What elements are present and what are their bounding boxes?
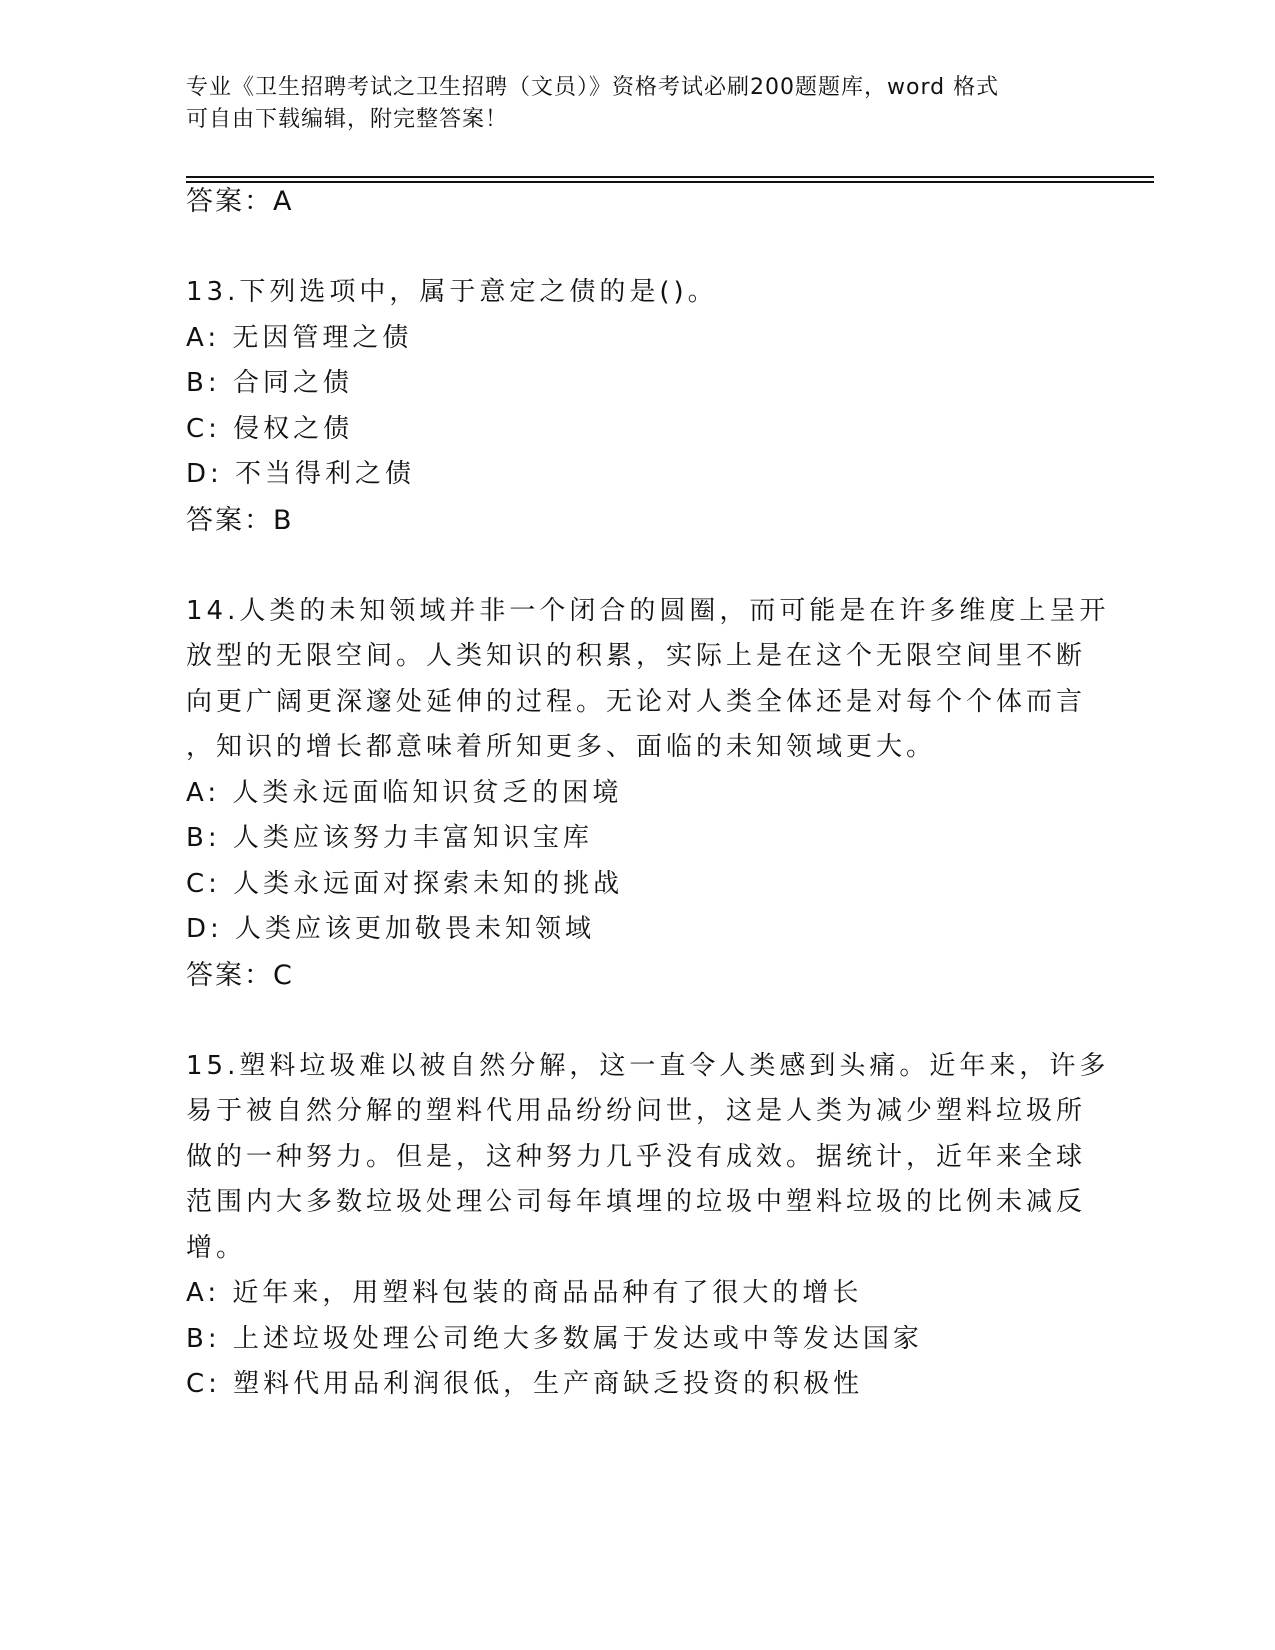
- question-list: [186, 179, 1110, 1408]
- question-block: [186, 589, 1110, 999]
- document-header: 专业《卫生招聘考试之卫生招聘（文员）》资格考试必刷200题题库，word 格式 可自由下载编辑，附完整答案！: [186, 75, 1000, 132]
- answer-label: 答案：: [186, 504, 273, 536]
- spacer: [186, 225, 1086, 271]
- answer-line: [186, 953, 1086, 999]
- option-b: B: 人类应该努力丰富知识宝库: [186, 823, 593, 853]
- question-text: 范围内大多数垃圾处理公司每年填埋的垃圾中塑料垃圾的比例未减反: [186, 1187, 1087, 1217]
- question-text: 做的一种努力。但是，这种努力几乎没有成效。据统计，近年来全球: [186, 1141, 1087, 1172]
- answer-value: A: [273, 186, 293, 217]
- question-text: 14.人类的未知领域并非一个闭合的圆圈，而可能是在许多维度上呈开: [186, 595, 1110, 626]
- answer-label: 答案：: [186, 186, 273, 217]
- question-text: 增。: [186, 1232, 247, 1263]
- question-text: 向更广阔更深邃处延伸的过程。无论对人类全体还是对每个个体而言: [186, 686, 1087, 717]
- answer-label: 答案：: [186, 959, 273, 991]
- question-text: 15.塑料垃圾难以被自然分解，这一直令人类感到头痛。近年来，许多: [186, 1050, 1110, 1081]
- option-d: D: 不当得利之债: [186, 459, 416, 489]
- answer-value: B: [273, 504, 293, 536]
- option-a: A: 近年来，用塑料包装的商品品种有了很大的增长: [186, 1278, 863, 1308]
- option-b: B: 上述垃圾处理公司绝大多数属于发达或中等发达国家: [186, 1323, 923, 1354]
- question-block: [186, 270, 1086, 543]
- option-c: C: 侵权之债: [186, 413, 354, 444]
- header-rule-top: [186, 176, 1154, 178]
- spacer: [186, 998, 1086, 1044]
- option-c: C: 人类永远面对探索未知的挑战: [186, 868, 624, 899]
- question-text: 13.下列选项中，属于意定之债的是()。: [186, 277, 718, 307]
- answer-line: [186, 179, 1086, 225]
- option-a: A: 人类永远面临知识贫乏的困境: [186, 777, 623, 808]
- spacer: [186, 543, 1086, 589]
- question-text: ，知识的增长都意味着所知更多、面临的未知领域更大。: [186, 732, 937, 762]
- option-c: C: 塑料代用品利润很低，生产商缺乏投资的积极性: [186, 1369, 864, 1399]
- question-text: 放型的无限空间。人类知识的积累，实际上是在这个无限空间里不断: [186, 641, 1087, 671]
- answer-line: [186, 498, 1086, 544]
- question-text: 易于被自然分解的塑料代用品纷纷问世，这是人类为减少塑料垃圾所: [186, 1096, 1087, 1126]
- option-a: A: 无因管理之债: [186, 322, 413, 353]
- option-b: B: 合同之债: [186, 368, 353, 398]
- option-d: D: 人类应该更加敬畏未知领域: [186, 914, 596, 944]
- answer-value: C: [273, 959, 293, 991]
- question-block: [186, 1044, 1110, 1408]
